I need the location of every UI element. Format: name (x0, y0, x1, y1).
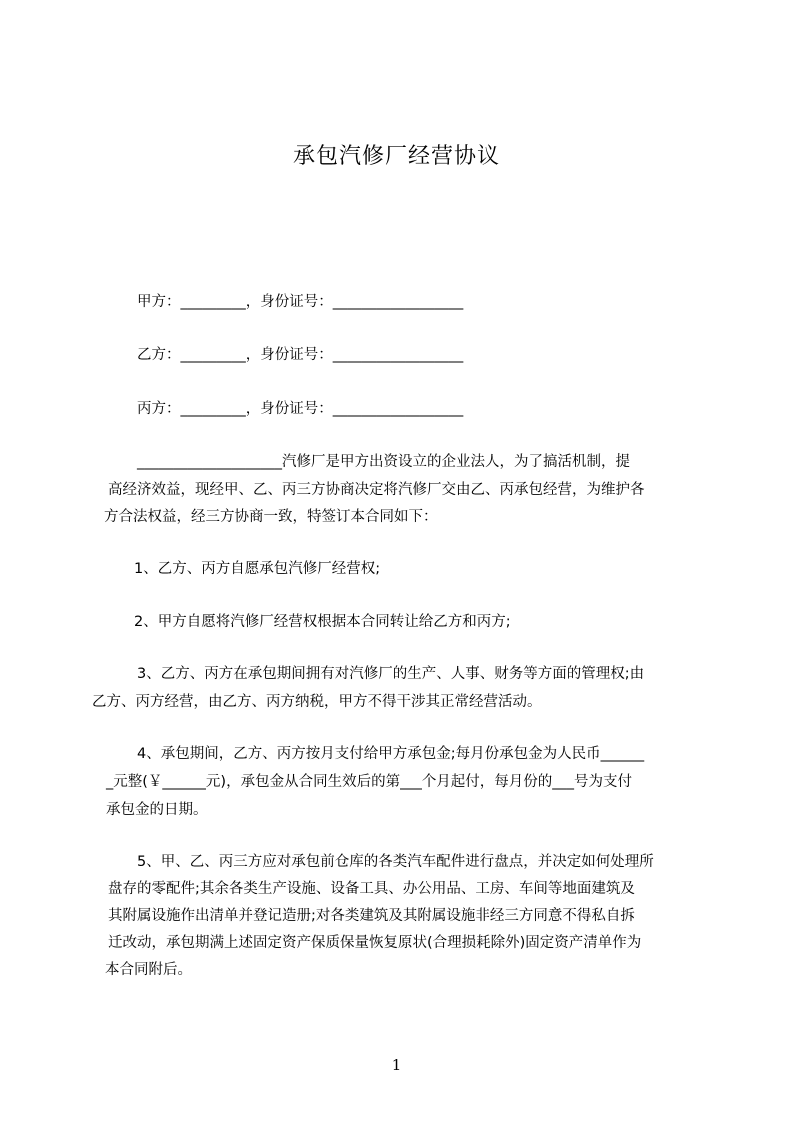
party-label: 丙方： (137, 401, 181, 417)
intro-line-2: 高经济效益，现经甲、乙、丙三方协商决定将汽修厂交由乙、丙承包经营，为维护各 (108, 482, 645, 498)
clause-4-line-2: _元整(￥______元)，承包金从合同生效后的第___个月起付，每月份的___号为支付 (106, 774, 633, 790)
clause-5-line-3: 其附属设施作出清单并登记造册;对各类建筑及其附属设施非经三方同意不得私自拆 (108, 908, 635, 924)
party-bing-line (137, 399, 463, 419)
party-jia-line (137, 292, 463, 312)
id-label: ，身份证号： (245, 401, 333, 417)
clause-3-line-2: 乙方、丙方经营，由乙方、丙方纳税，甲方不得干涉其正常经营活动。 (92, 694, 542, 710)
intro-line-3: 方合法权益，经三方协商一致，特签订本合同如下： (104, 509, 438, 525)
id-label: ，身份证号： (245, 294, 333, 310)
id-blank: __________________ (332, 347, 464, 363)
clause-1-line-1: 1、乙方、丙方自愿承包汽修厂经营权; (134, 561, 381, 577)
clause-5-line-1: 5、甲、乙、丙三方应对承包前仓库的各类汽车配件进行盘点，并决定如何处理所 (137, 854, 654, 870)
party-label: 甲方： (137, 294, 181, 310)
name-blank: _________ (180, 401, 246, 417)
clause-5-line-5: 本合同附后。 (105, 962, 192, 978)
clause-5-line-4: 迁改动，承包期满上述固定资产保质保量恢复原状(合理损耗除外)固定资产清单作为 (108, 935, 642, 951)
party-yi-line (137, 345, 463, 365)
page-number: 1 (391, 1056, 402, 1074)
name-blank: _________ (180, 294, 246, 310)
document-title: 承包汽修厂经营协议 (292, 144, 500, 169)
id-blank: __________________ (332, 401, 464, 417)
clause-3-line-1: 3、乙方、丙方在承包期间拥有对汽修厂的生产、人事、财务等方面的管理权;由 (137, 666, 645, 682)
clause-5-line-2: 盘存的零配件;其余各类生产设施、设备工具、办公用品、工房、车间等地面建筑及 (108, 881, 635, 897)
id-label: ，身份证号： (245, 347, 333, 363)
clause-4-line-3: 承包金的日期。 (106, 802, 208, 818)
party-label: 乙方： (137, 347, 181, 363)
id-blank: __________________ (332, 294, 464, 310)
clause-4-line-1: 4、承包期间，乙方、丙方按月支付给甲方承包金;每月份承包金为人民币______ (137, 746, 645, 762)
name-blank: _________ (180, 347, 246, 363)
clause-2-line-1: 2、甲方自愿将汽修厂经营权根据本合同转让给乙方和丙方; (134, 614, 511, 630)
intro-line-1: ____________________汽修厂是甲方出资设立的企业法人，为了搞活机制，提 (137, 454, 630, 470)
